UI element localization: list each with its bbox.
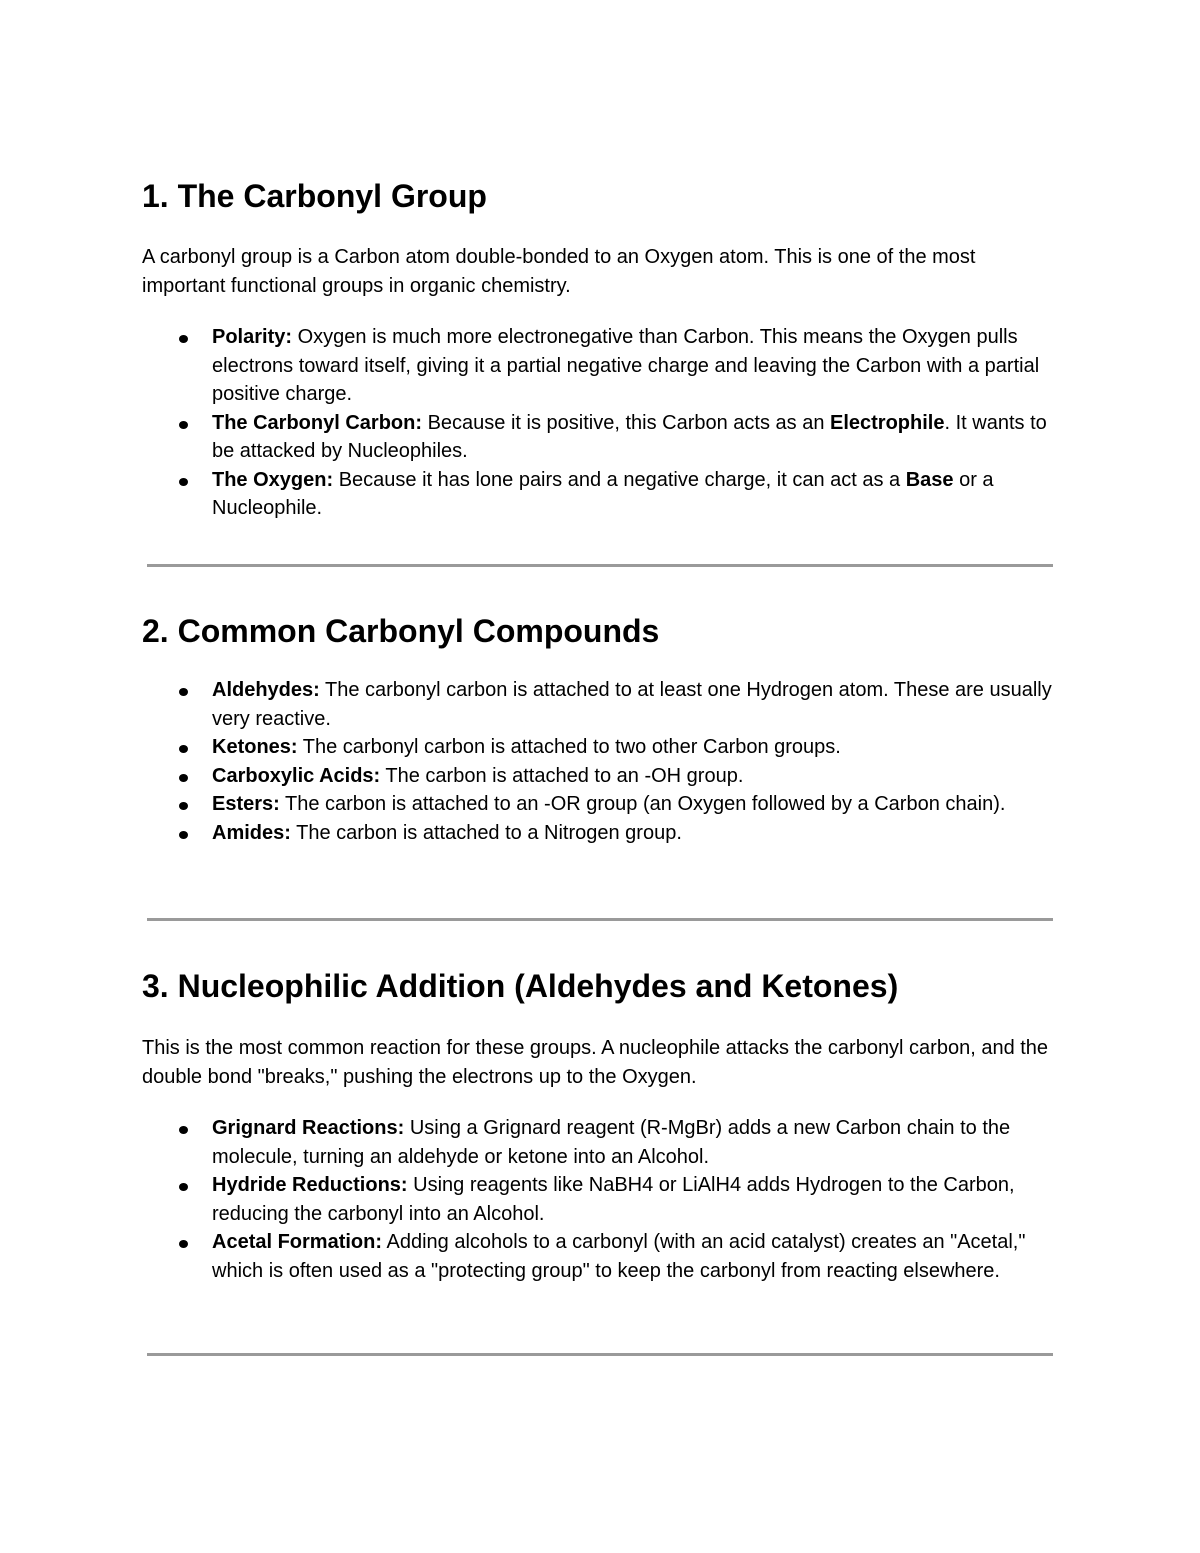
bullet-icon	[179, 802, 188, 810]
list-item	[212, 323, 1058, 409]
bullet-icon	[179, 1240, 188, 1248]
bullet-icon	[179, 478, 188, 486]
section-divider	[147, 918, 1053, 921]
bullet-list	[142, 676, 1058, 847]
section-title: 1. The Carbonyl Group	[142, 178, 487, 214]
item-label: The Oxygen:	[212, 468, 334, 491]
item-text: The carbon is attached to an -OH group.	[380, 764, 744, 787]
list-item	[212, 1171, 1058, 1228]
section-common-compounds	[142, 612, 1058, 847]
item-text: Using a Grignard reagent (R-MgBr) adds a new Carbon chain to the molecule, turning an aldehyde or ketone into an Alcohol.	[212, 1117, 1011, 1168]
item-text: The carbonyl carbon is attached to at least one Hydrogen atom. These are usually very reactive.	[212, 679, 1052, 730]
item-text: The carbon is attached to a Nitrogen group.	[290, 821, 682, 844]
item-emphasis: Base	[905, 468, 954, 491]
item-label: Aldehydes:	[212, 679, 320, 701]
list-item	[212, 466, 1058, 523]
list-item	[212, 1228, 1058, 1285]
bullet-icon	[179, 335, 188, 343]
bullet-icon	[179, 1183, 188, 1191]
item-text: . It wants to be attacked by Nucleophiles.	[212, 411, 1047, 462]
section-divider	[147, 1353, 1053, 1356]
bullet-icon	[179, 688, 188, 696]
item-label: Carboxylic Acids:	[212, 764, 381, 787]
item-text: Adding alcohols to a carbonyl (with an acid catalyst) creates an "Acetal," which is often used as a "protecting group" to keep the carbonyl from reacting elsewhere.	[212, 1231, 1026, 1282]
section-title: 3. Nucleophilic Addition (Aldehydes and Ketones)	[142, 968, 899, 1004]
list-item	[212, 790, 1058, 819]
list-item	[212, 409, 1058, 466]
item-text: Oxygen is much more electronegative than Carbon. This means the Oxygen pulls electrons toward itself, giving it a partial negative charge and leaving the Carbon with a partial positive charge.	[212, 326, 1040, 405]
section-divider	[147, 564, 1053, 567]
item-label: Polarity:	[212, 326, 293, 348]
bullet-icon	[179, 831, 188, 839]
list-item	[212, 733, 1058, 762]
section-title: 2. Common Carbonyl Compounds	[142, 613, 660, 649]
item-label: Grignard Reactions:	[212, 1117, 405, 1139]
list-item	[212, 676, 1058, 733]
bullet-icon	[179, 421, 188, 429]
item-label: Amides:	[212, 821, 291, 844]
item-text: or a Nucleophile.	[212, 468, 994, 519]
bullet-list	[142, 1114, 1058, 1285]
section-nucleophilic-addition	[142, 967, 1058, 1285]
item-label: Acetal Formation:	[212, 1231, 383, 1253]
item-emphasis: Electrophile	[830, 411, 945, 434]
item-text: The carbonyl carbon is attached to two other Carbon groups.	[297, 736, 841, 758]
item-text: Because it has lone pairs and a negative charge, it can act as a	[333, 468, 906, 491]
bullet-icon	[179, 1126, 188, 1134]
section-carbonyl-group	[142, 177, 1058, 523]
item-text: The carbon is attached to an -OR group (an Oxygen followed by a Carbon chain).	[279, 793, 1006, 815]
section-intro: A carbonyl group is a Carbon atom double-bonded to an Oxygen atom. This is one of the most important functional groups in organic chemistry.	[142, 246, 976, 297]
item-text: Using reagents like NaBH4 or LiAlH4 adds Hydrogen to the Carbon, reducing the carbonyl into an Alcohol.	[212, 1174, 1015, 1225]
item-label: Ketones:	[212, 736, 298, 758]
bullet-icon	[179, 745, 188, 753]
list-item	[212, 1114, 1058, 1171]
bullet-icon	[179, 774, 188, 782]
item-text: Because it is positive, this Carbon acts as an	[422, 411, 830, 434]
section-intro: This is the most common reaction for these groups. A nucleophile attacks the carbonyl carbon, and the double bond "breaks," pushing the electrons up to the Oxygen.	[142, 1037, 1049, 1088]
list-item	[212, 819, 1058, 848]
item-label: Hydride Reductions:	[212, 1174, 408, 1196]
item-label: Esters:	[212, 793, 280, 815]
list-item	[212, 762, 1058, 791]
item-label: The Carbonyl Carbon:	[212, 411, 423, 434]
bullet-list	[142, 323, 1058, 523]
